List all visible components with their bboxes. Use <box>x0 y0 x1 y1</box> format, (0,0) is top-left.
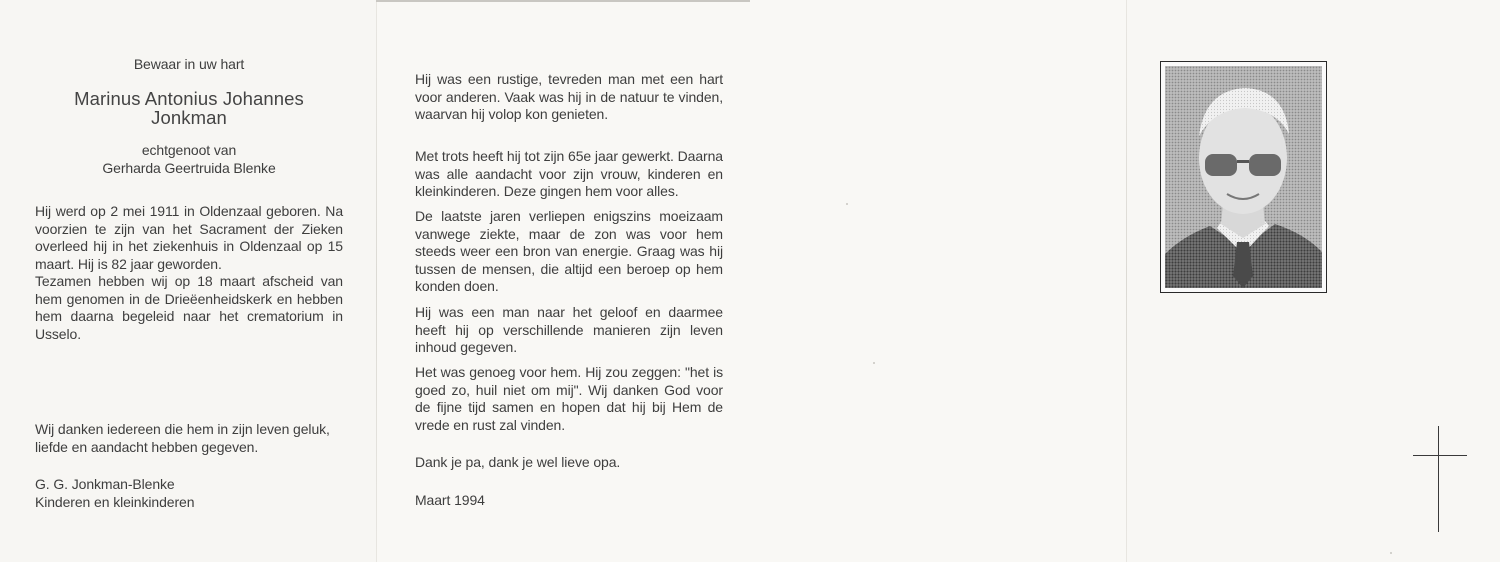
spouse-name: Gerharda Geertruida Blenke <box>102 159 276 176</box>
middle-paragraph-3: De laatste jaren verliepen enigszins moeizaam vanwege ziekte, maar de zon was voor hem steeds weer een bron van energie. Graag was hij tussen de mensen, die altijd een beroep op hem konden doen. <box>415 208 723 294</box>
cross-vertical-bar <box>1438 426 1439 532</box>
middle-paragraph-2: Met trots heeft hij tot zijn 65e jaar gewerkt. Daarna was alle aandacht voor zijn vrouw, kinderen en kleinkinderen. Deze gingen hem voor alles. <box>415 148 723 199</box>
bio-paragraph-2: Tezamen hebben wij op 18 maart afscheid van hem genomen in de Drieëenheidskerk en hebben hem daarna begeleid naar het crematorium in Usselo. <box>35 273 343 342</box>
biography <box>35 203 343 343</box>
deceased-name <box>35 89 343 127</box>
fold-line-left <box>376 0 377 562</box>
middle-paragraph-1: Hij was een rustige, tevreden man met een hart voor anderen. Vaak was hij in de natuur te vinden, waarvan hij volop kon genieten. <box>415 71 723 122</box>
paper-speck <box>1390 552 1392 554</box>
name-line-1: Marinus Antonius Johannes <box>74 88 304 109</box>
fold-line-right <box>1126 0 1127 562</box>
cross-horizontal-bar <box>1413 455 1467 456</box>
bio-paragraph-1: Hij werd op 2 mei 1911 in Oldenzaal geboren. Na voorzien te zijn van het Sacrament der Zieken overleed hij in het ziekenhuis in Oldenzaal op 15 maart. Hij is 82 jaar geworden. <box>35 203 343 272</box>
middle-paragraph-5: Het was genoeg voor hem. Hij zou zeggen: "het is goed zo, huil niet om mij". Wij danken God voor de fijne tijd samen en hopen dat hij bij Hem de vrede en rust zal vinden. <box>415 364 723 433</box>
name-line-2: Jonkman <box>151 107 227 128</box>
portrait-photo <box>1160 61 1327 293</box>
signature-line-1: G. G. Jonkman-Blenke <box>35 476 175 492</box>
paper-speck <box>846 203 848 205</box>
spouse-label: echtgenoot van <box>141 142 237 158</box>
paper-speck <box>873 362 875 364</box>
date-text: Maart 1994 <box>415 492 485 508</box>
cross-icon <box>1413 426 1467 532</box>
signature-line-2: Kinderen en kleinkinderen <box>35 493 195 510</box>
middle-paragraph-6: Dank je pa, dank je wel lieve opa. <box>415 454 621 470</box>
thanks-text: Wij danken iedereen die hem in zijn leven geluk, liefde en aandacht hebben gegeven. <box>35 421 330 455</box>
top-edge-line <box>376 0 750 2</box>
spouse-block <box>35 142 343 177</box>
portrait-image <box>1165 66 1322 288</box>
heading: Bewaar in uw hart <box>133 56 245 72</box>
signature-block <box>35 476 343 511</box>
middle-paragraph-4: Hij was een man naar het geloof en daarmee heeft hij op verschillende manieren zijn leven inhoud gegeven. <box>415 304 723 355</box>
